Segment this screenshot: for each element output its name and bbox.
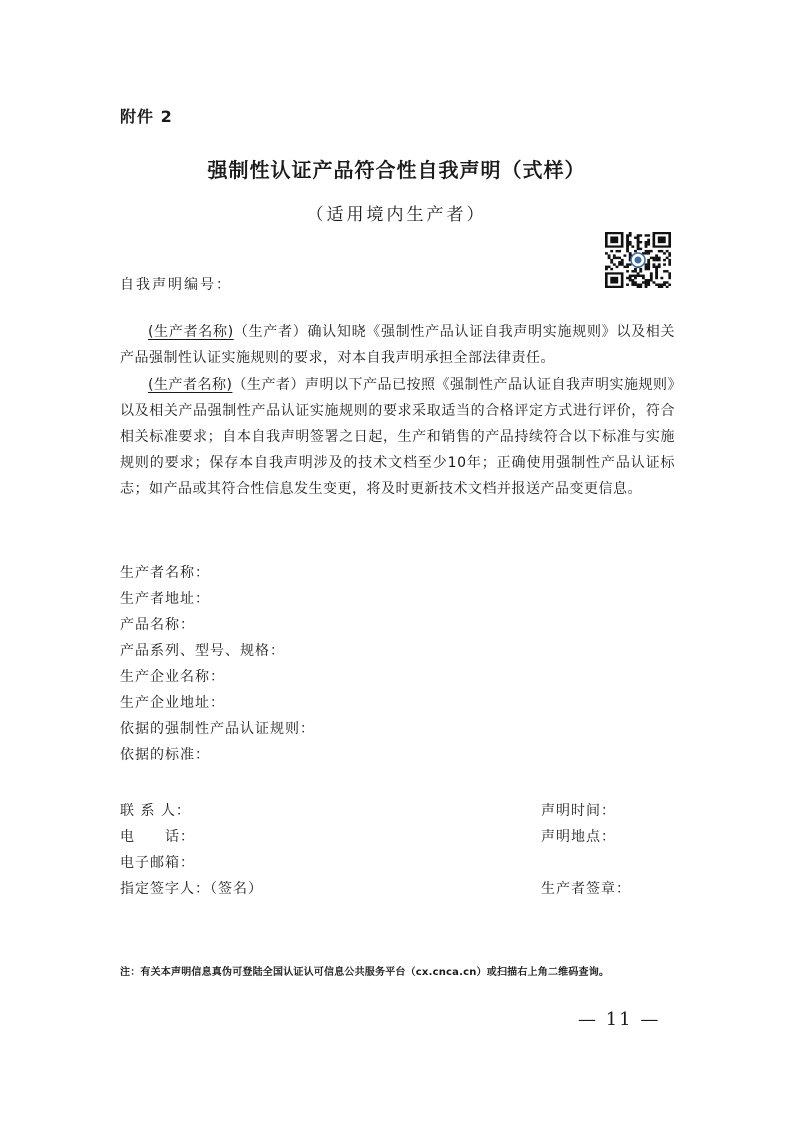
declare-time-label: 声明时间： [541,803,616,819]
signer-label: 指定签字人：（签名） [120,881,263,897]
page-number: — 11 — [578,1009,661,1030]
paragraph-declaration [120,372,675,502]
paragraph-acknowledgement [120,319,675,371]
producer-name-placeholder: (生产者名称) [148,324,234,340]
field-certification-rule: 依据的强制性产品认证规则： [120,721,315,737]
declare-place-label: 声明地点： [541,829,616,845]
field-product-name: 产品名称： [120,617,195,633]
producer-name-placeholder: (生产者名称) [148,377,233,393]
producer-seal-label: 生产者签章： [541,881,631,897]
field-producer-name: 生产者名称： [120,565,210,581]
field-manufacturer-name: 生产企业名称： [120,669,225,685]
footnote: 注：有关本声明信息真伪可登陆全国认证认可信息公共服务平台（cx.cnca.cn）或扫描右上角二维码查询。 [120,967,610,978]
qr-code-icon[interactable] [605,232,671,288]
field-manufacturer-address: 生产企业地址： [120,695,225,711]
document-subtitle: （适用境内生产者） [306,205,487,225]
paragraph2-text: （生产者）声明以下产品已按照《强制性产品认证自我声明实施规则》以及相关产品强制性产品认证实施规则的要求采取适当的合格评定方式进行评价，符合相关标准要求；自本自我声明签署之日起，生产和销售的产品持续符合以下标准与实施规则的要求；保存本自我声明涉及的技术文档至少10年；正确使用强制性产品认证标志；如产品或其符合性信息发生变更，将及时更新技术文档并报送产品变更信息。 [120,377,675,497]
contact-person-label: 联 系 人： [120,803,191,819]
contact-phone-label: 电 话： [120,829,195,845]
paragraph1-text: （生产者）确认知晓《强制性产品认证自我声明实施规则》以及相关产品强制性认证实施规则的要求，对本自我声明承担全部法律责任。 [120,324,675,366]
field-standard: 依据的标准： [120,747,210,763]
contact-email-label: 电子邮箱： [120,855,195,871]
attachment-label: 附件 2 [120,107,173,126]
document-title: 强制性认证产品符合性自我声明（式样） [207,158,586,182]
field-producer-address: 生产者地址： [120,591,210,607]
field-product-model: 产品系列、型号、规格： [120,643,285,659]
serial-number-label: 自我声明编号： [120,277,232,293]
